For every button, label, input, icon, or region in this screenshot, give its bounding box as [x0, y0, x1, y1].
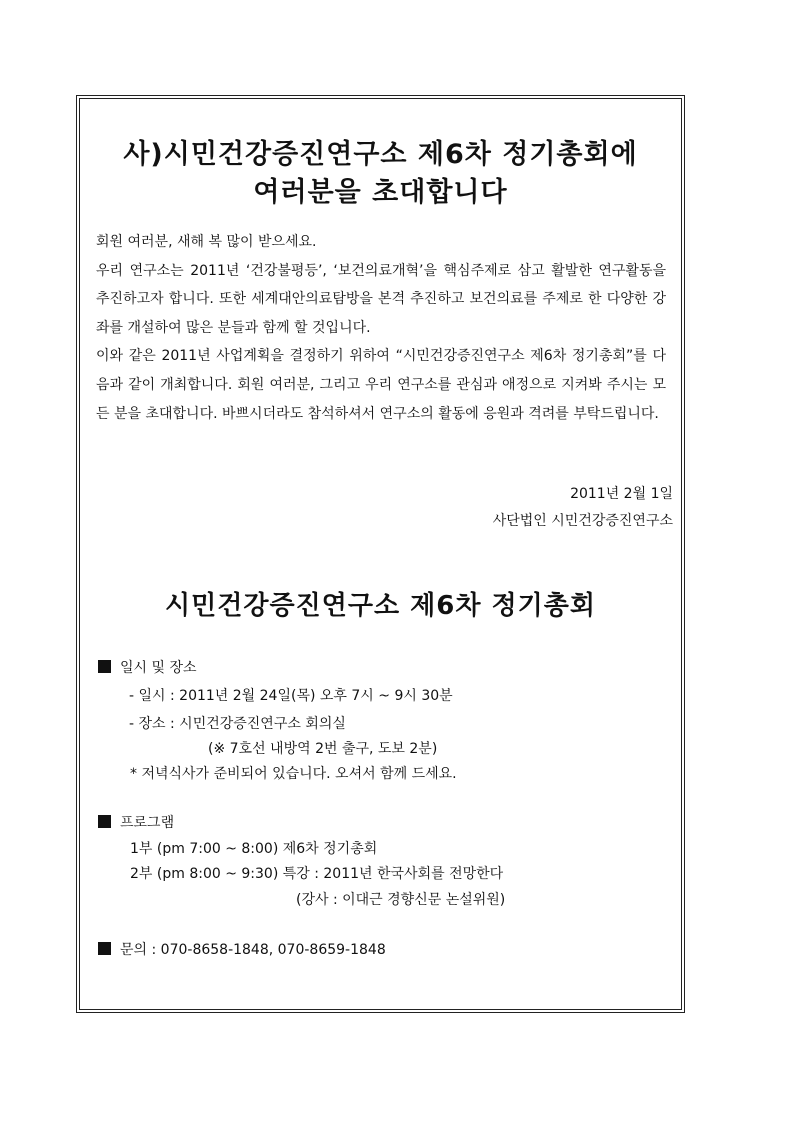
square-bullet-icon: [98, 942, 111, 955]
letter-date: 2011년 2월 1일: [570, 486, 673, 502]
contact-text: 문의 : 070-8658-1848, 070-8659-1848: [120, 942, 386, 958]
program-part-2: 2부 (pm 8:00 ~ 9:30) 특강 : 2011년 한국사회를 전망한다: [130, 866, 504, 882]
invitation-title-line-1: 사)시민건강증진연구소 제6차 정기총회에: [123, 139, 638, 170]
meeting-datetime: - 일시 : 2011년 2월 24일(목) 오후 7시 ~ 9시 30분: [129, 688, 453, 704]
letter-body: [96, 228, 666, 428]
letter-signature: 사단법인 시민건강증진연구소: [492, 513, 673, 529]
program-lecturer: (강사 : 이대근 경향신문 논설위원): [296, 892, 506, 908]
schedule-heading-label: 일시 및 장소: [120, 660, 197, 676]
meeting-directions: (※ 7호선 내방역 2번 출구, 도보 2분): [208, 741, 438, 757]
contact-line: [98, 939, 386, 959]
invitation-title-line-2: 여러분을 초대합니다: [253, 177, 508, 208]
greeting-paragraph: 회원 여러분, 새해 복 많이 받으세요.: [96, 234, 317, 250]
schedule-heading: [98, 657, 197, 677]
square-bullet-icon: [98, 815, 111, 828]
program-heading-label: 프로그램: [120, 815, 175, 831]
meeting-title: 시민건강증진연구소 제6차 정기총회: [165, 591, 596, 621]
invitation-paragraph: 이와 같은 2011년 사업계획을 결정하기 위하여 “시민건강증진연구소 제6차 정기총회”를 다음과 같이 개최합니다. 회원 여러분, 그리고 우리 연구소를 관심과 애정으로 지켜봐 주시는 모든 분을 초대합니다. 바쁘시더라도 참석하셔서 연구소의 활동에 응원과 격려를 부탁드립니다.: [96, 348, 666, 422]
square-bullet-icon: [98, 660, 111, 673]
program-heading: [98, 812, 174, 832]
dinner-note: * 저녁식사가 준비되어 있습니다. 오셔서 함께 드세요.: [130, 766, 457, 782]
plans-paragraph: 우리 연구소는 2011년 ‘건강불평등’, ‘보건의료개혁’을 핵심주제로 삼고 활발한 연구활동을 추진하고자 합니다. 또한 세계대안의료탐방을 본격 추진하고 보건의료를 주제로 한 다양한 강좌를 개설하여 많은 분들과 함께 할 것입니다.: [96, 262, 666, 336]
program-part-1: 1부 (pm 7:00 ~ 8:00) 제6차 정기총회: [130, 841, 378, 857]
meeting-place: - 장소 : 시민건강증진연구소 회의실: [129, 716, 346, 732]
